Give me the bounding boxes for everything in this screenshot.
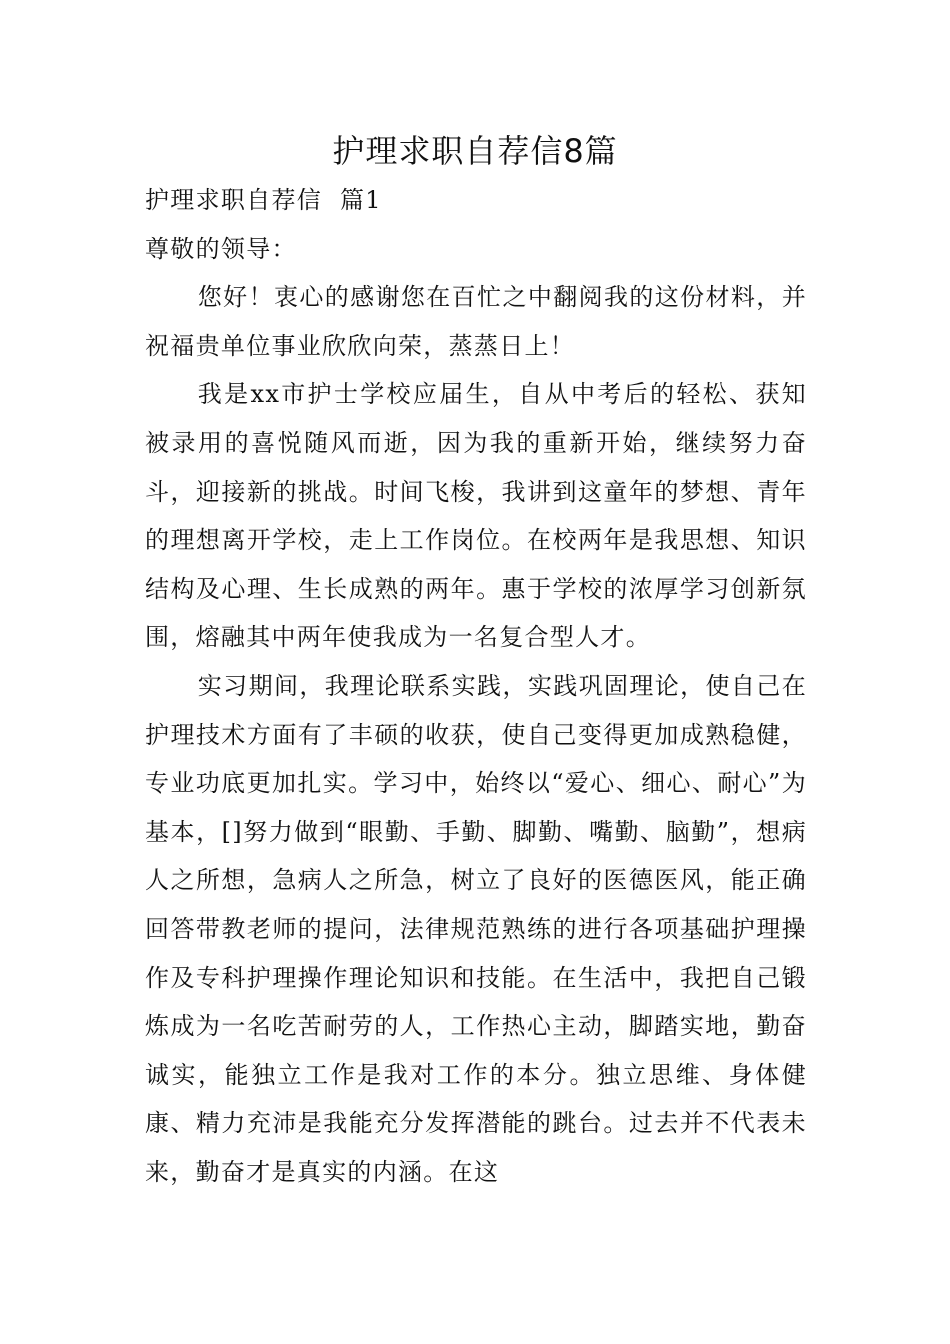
paragraph-introduction: 我是xx市护士学校应届生，自从中考后的轻松、获知被录用的喜悦随风而逝，因为我的重新开始，继续努力奋斗，迎接新的挑战。时间飞梭，我讲到这童年的梦想、青年的理想离开学校，走上工作岗位。在校两年是我思想、知识结构及心理、生长成熟的两年。惠于学校的浓厚学习创新氛围，熔融其中两年使我成为一名复合型人才。 bbox=[145, 380, 807, 652]
paragraph-internship: 实习期间，我理论联系实践，实践巩固理论，使自己在护理技术方面有了丰硕的收获，使自己变得更加成熟稳健，专业功底更加扎实。学习中，始终以“爱心、细心、耐心”为基本，[]努力做到“眼勤、手勤、脚勤、嘴勤、脑勤”，想病人之所想，急病人之所急，树立了良好的医德医风，能正确回答带教老师的提问，法律规范熟练的进行各项基础护理操作及专科护理操作理论知识和技能。在生活中，我把自己锻炼成为一名吃苦耐劳的人，工作热心主动，脚踏实地，勤奋诚实，能独立工作是我对工作的本分。独立思维、身体健康、精力充沛是我能充分发挥潜能的跳台。过去并不代表未来，勤奋才是真实的内涵。在这 bbox=[145, 671, 807, 1186]
paragraph-greeting: 您好！衷心的感谢您在百忙之中翻阅我的这份材料，并祝福贵单位事业欣欣向荣，蒸蒸日上！ bbox=[145, 283, 807, 360]
document-body bbox=[145, 176, 807, 1196]
salutation: 尊敬的领导： bbox=[145, 234, 297, 263]
section-heading: 护理求职自荐信 篇1 bbox=[145, 186, 382, 214]
document-title: 护理求职自荐信8篇 bbox=[332, 132, 618, 170]
